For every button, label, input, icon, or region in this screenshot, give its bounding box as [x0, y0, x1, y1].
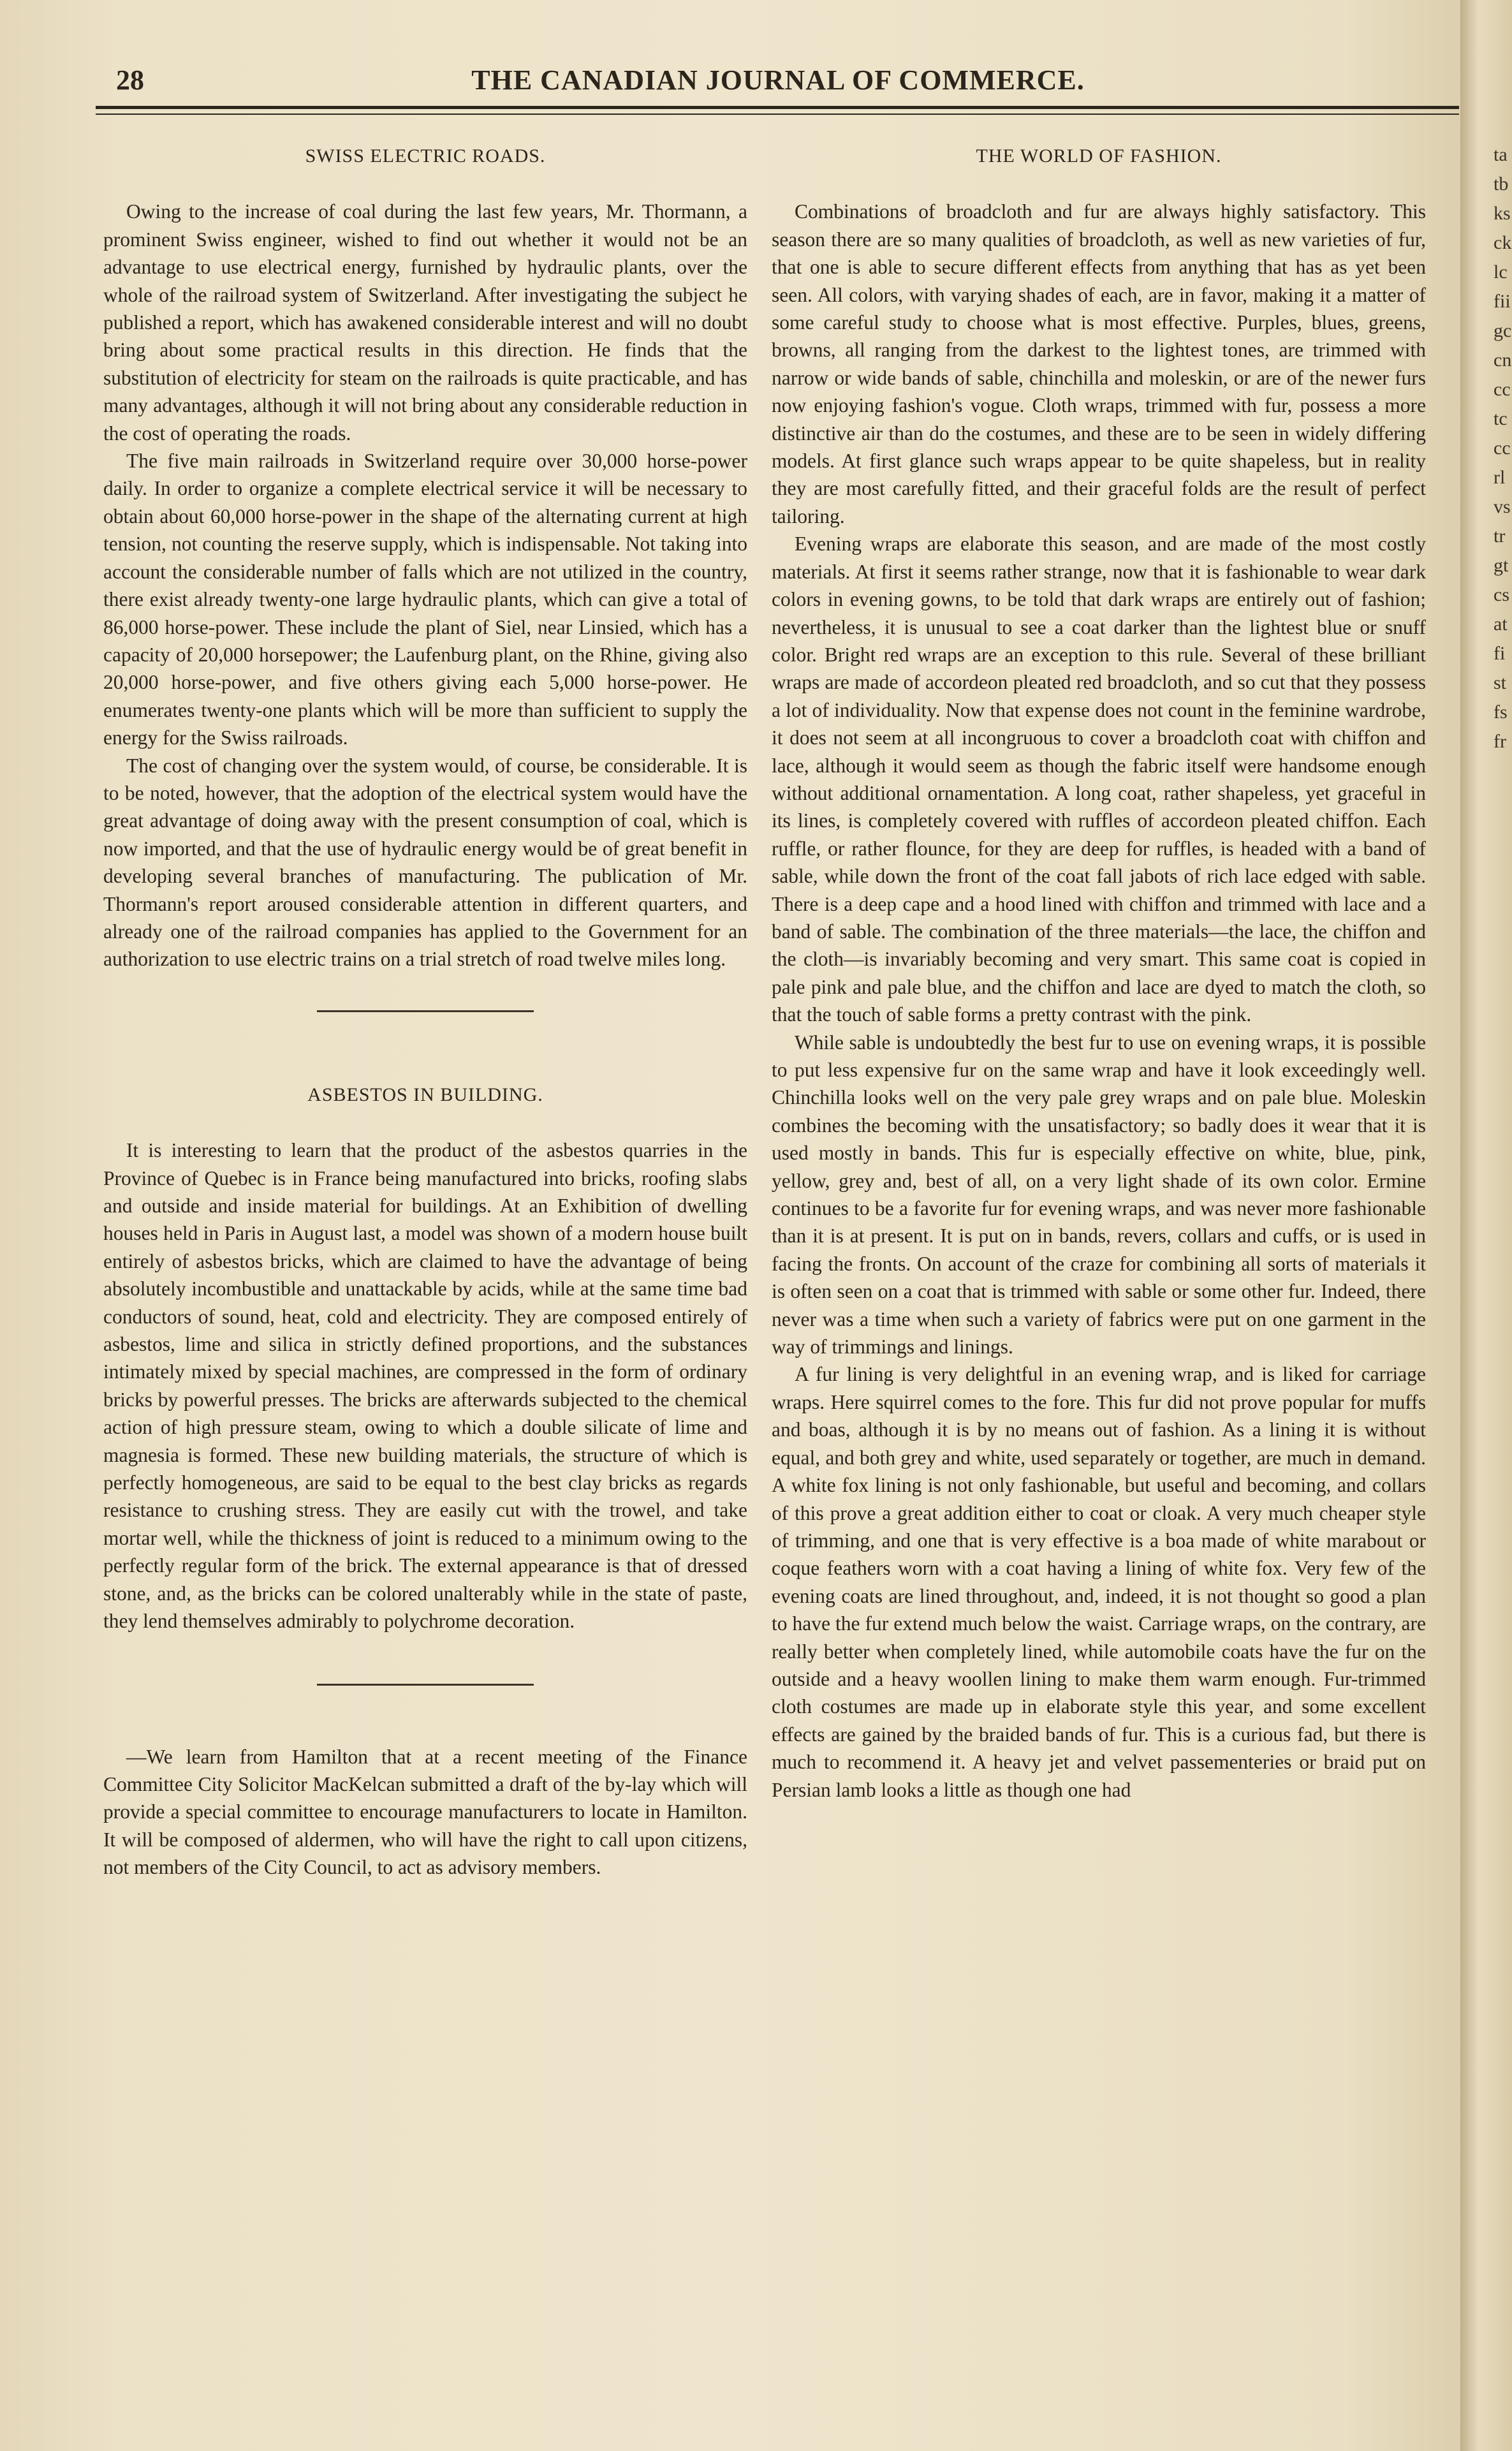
section-divider — [317, 1684, 534, 1686]
header-rule-thick — [96, 106, 1459, 109]
paragraph: The five main railroads in Switzerland require over 30,000 horse-power daily. In order to organize a complete electrical service it will be necessary to obtain about 60,000 horse-power in the shape of the alternating current at high tension, not counting the reserve supply, which is indispensable. Not taking into account the considerable number of falls which are not utilized in the country, there exist already twenty-one large hydraulic plants, which can give a total of 86,000 horse-power. These include the plant of Siel, near Linsied, which has a capacity of 20,000 horsepower; the Laufenburg plant, on the Rhine, giving also 20,000 horse-power, and five others giving each 5,000 horse-power. He enumerates twenty-one plants which will be more than sufficient to supply the energy for the Swiss railroads. — [103, 450, 747, 749]
paragraph: A fur lining is very delightful in an evening wrap, and is liked for carriage wraps. Here squirrel comes to the fore. This fur did not prove popular for muffs and boas, although it is by no means out of fashion. As a lining it is without equal, and both grey and white, used separately or together, are much in demand. A white fox lining is not only fashionable, but useful and becoming, and collars of this prove a great addition either to coat or cloak. A very much cheaper style of trimming, and one that is very effective is a boa made of white marabout or coque feathers worn with a coat having a lining of white fox. Very few of the evening coats are lined throughout, and, indeed, it is not thought so good a plan to have the fur extend much below the waist. Carriage wraps, on the contrary, are really better when completely lined, while automobile coats have the fur on the outside and a heavy woollen lining to make them warm enough. Fur-trimmed cloth costumes are made up in elaborate style this year, and some excellent effects are gained by the braided bands of fur. This is a curious fad, but there is much to recommend it. A heavy jet and velvet passementeries or braid put on Persian lamb looks a little as though one had — [772, 1363, 1426, 1801]
paragraph: —We learn from Hamilton that at a recent meeting of the Finance Committee City Solicitor MacKelcan submitted a draft of the by-lay which will provide a special committee to encourage manufacturers to locate in Hamilton. It will be composed of aldermen, who will have the right to call upon citizens, not members of the City Council, to act as advisory members. — [103, 1745, 747, 1879]
paragraph: The cost of changing over the system would, of course, be considerable. It is to be noted, however, that the adoption of the electrical system would have the great advantage of doing away with the present consumption of coal, which is now imported, and that the use of hydraulic energy would be of great benefit in developing several branches of manufacturing. The publication of Mr. Thormann's report aroused considerable attention in different quarters, and already one of the railroad companies has applied to the Government for an authorization to use electric trains on a trial stretch of road twelve miles long. — [103, 754, 747, 971]
hamilton-notice — [103, 1743, 747, 1881]
paragraph: It is interesting to learn that the product of the asbestos quarries in the Province of Quebec is in France being manufactured into bricks, roofing slabs and outside and inside material for buildings. At an Exhibition of dwelling houses held in Paris in August last, a model was shown of a modern house built entirely of asbestos bricks, which are claimed to have the advantage of being absolutely incombustible and unattackable by acids, while at the same time bad conductors of sound, heat, cold and electricity. They are composed entirely of asbestos, lime and silica in strictly defined proportions, and the substances intimately mixed by special machines, are compressed in the form of ordinary bricks by powerful presses. The bricks are afterwards subjected to the chemical action of high pressure steam, owing to which a double silicate of lime and magnesia is formed. These new building materials, the structure of which is perfectly homogeneous, are said to be equal to the best clay bricks as regards resistance to crushing stress. They are easily cut with the trowel, and take mortar well, while the thickness of joint is reduced to a minimum owing to the perfectly regular form of the brick. The external appearance is that of dressed stone, and, as the bricks can be colored unalterably while in the state of paste, they lend themselves admirably to polychrome decoration. — [103, 1139, 747, 1633]
article-title: SWISS ELECTRIC ROADS. — [305, 145, 546, 166]
paragraph: While sable is undoubtedly the best fur to use on evening wraps, it is possible to put less expensive fur on the same wrap and have it look exceedingly well. Chinchilla looks well on the very pale grey wraps and on pale blue. Moleskin combines the becoming with the unsatisfactory; so badly does it wear that it is used mostly in bands. This fur is especially effective on white, blue, pink, yellow, grey and, best of all, on a very light shade of its own color. Ermine continues to be a favorite fur for evening wraps, and was never more fashionable than it is at present. It is put on in bands, revers, collars and cuffs, or is used in facing the fronts. On account of the craze for combining all sorts of materials it is often seen on a coat that is trimmed with sable or some other fur. Indeed, there never was a time when such a variety of fabrics were put on one garment in the way of trimmings and linings. — [772, 1031, 1426, 1358]
right-column — [772, 124, 1426, 1804]
paragraph: Owing to the increase of coal during the last few years, Mr. Thormann, a prominent Swiss engineer, wished to find out whether it would not be an advantage to use electrical energy, furnished by hydraulic plants, over the whole of the railroad system of Switzerland. After investigating the subject he published a report, which has awakened considerable interest and will no doubt bring about some practical results in this direction. He finds that the substitution of electricity for steam on the railroads is quite practicable, and has many advantages, although it will not bring about any considerable reduction in the cost of operating the roads. — [103, 200, 747, 445]
adjacent-page-fragment: tatbkscklcfiigccncctcccrlvstrgtcsatfistfsfr — [1494, 144, 1512, 752]
article-title: THE WORLD OF FASHION. — [976, 145, 1222, 166]
page-header — [96, 57, 1460, 102]
paragraph: Evening wraps are elaborate this season, and are made of the most costly materials. At first it seems rather strange, now that it is fashionable to wear dark colors in evening gowns, to be told that dark wraps are entirely out of fashion; nevertheless, it is unusual to see a coat darker than the lightest blue or snuff color. Bright red wraps are an exception to this rule. Several of these brilliant wraps are made of accordeon pleated red broadcloth, and so cut that they possess a lot of individuality. Now that expense does not count in the feminine wardrobe, it does not seem at all incongruous to cover a broadcloth coat with chiffon and lace, although it would seem as though the fabric itself were handsome enough without additional ornamentation. A long coat, rather shapeless, yet graceful in its lines, is completely covered with ruffles of accordeon pleated chiffon. Each ruffle, or rather flounce, for they are deep for ruffles, is headed with a band of sable, while down the front of the coat fall jabots of rich lace edged with sable. There is a deep cape and a hood lined with chiffon and trimmed with lace and a band of sable. The combination of the three materials—the lace, the chiffon and the cloth—is invariably becoming and very smart. This same coat is copied in pale pink and pale blue, and the chiffon and lace are dyed to match the cloth, so that the touch of sable forms a pretty contrast with the pink. — [772, 533, 1426, 1026]
journal-title: THE CANADIAN JOURNAL OF COMMERCE. — [471, 64, 1085, 96]
header-rule-thin — [96, 114, 1459, 115]
article-asbestos-in-building — [103, 1081, 747, 1635]
paragraph: Combinations of broadcloth and fur are always highly satisfactory. This season there are so many qualities of broadcloth, as well as new varieties of fur, that one is able to secure different effects from anything that has as yet been seen. All colors, with varying shades of each, are in favor, making it a matter of some careful study to choose what is most effective. Purples, blues, greens, browns, all ranging from the darkest to the lightest tones, are trimmed with narrow or wide bands of sable, chinchilla and moleskin, or are of the newer furs now enjoying fashion's vogue. Cloth wraps, trimmed with fur, possess a more distinctive air than do the costumes, and these are to be seen in widely differing models. At first glance such wraps appear to be quite shapeless, but in reality they are most carefully fitted, and their graceful folds are the result of perfect tailoring. — [772, 200, 1426, 527]
article-swiss-electric-roads — [103, 142, 747, 973]
section-divider — [317, 1010, 534, 1012]
article-world-of-fashion — [772, 142, 1426, 1804]
article-title: ASBESTOS IN BUILDING. — [307, 1084, 543, 1105]
page-number: 28 — [116, 64, 144, 96]
left-column — [103, 124, 747, 1881]
